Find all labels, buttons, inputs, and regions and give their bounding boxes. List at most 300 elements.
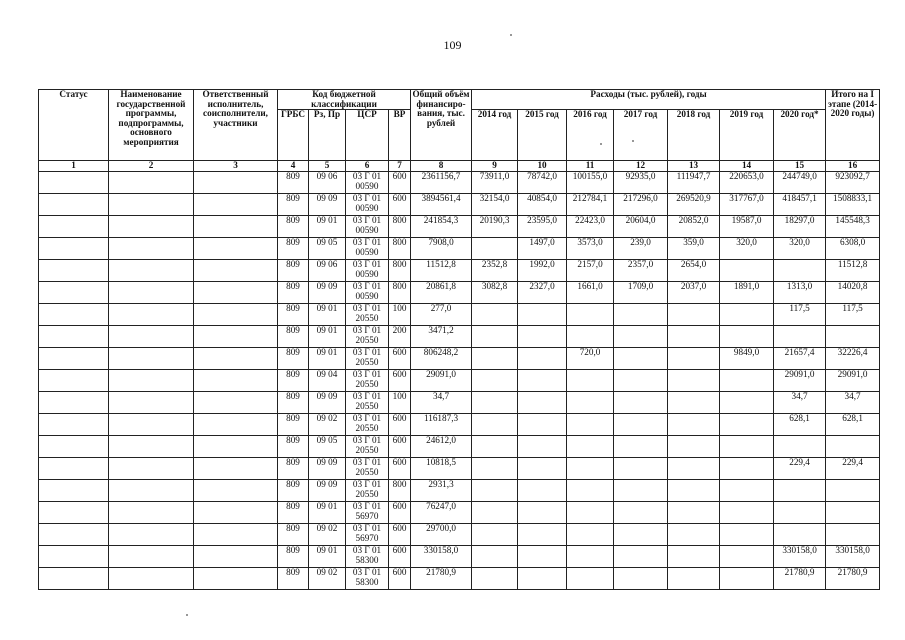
table-row [39,458,880,480]
cell-2017 [614,348,668,370]
table-row [39,304,880,326]
cell-status [39,370,109,392]
cell-stage-total: 14020,8 [826,282,880,304]
cell-grbs: 809 [278,370,309,392]
cell-program [109,480,194,502]
cell-2015 [518,326,567,348]
cell-rz-pr: 09 01 [309,304,346,326]
cell-2018 [668,326,720,348]
cell-status [39,436,109,458]
cell-2015: 2327,0 [518,282,567,304]
cell-2018 [668,524,720,546]
cell-2019 [720,480,774,502]
cell-2015 [518,458,567,480]
cell-2020 [774,326,826,348]
cell-2015: 40854,0 [518,194,567,216]
cell-2017 [614,436,668,458]
cell-2014 [472,568,518,590]
cell-2014 [472,458,518,480]
cell-total: 29091,0 [411,370,472,392]
column-number: 6 [346,161,389,172]
cell-vr: 600 [389,436,411,458]
cell-2014: 20190,3 [472,216,518,238]
cell-2017 [614,480,668,502]
cell-rz-pr: 09 09 [309,194,346,216]
cell-total: 277,0 [411,304,472,326]
header-2016: 2016 год [567,110,614,161]
cell-2020: 320,0 [774,238,826,260]
table-row [39,392,880,414]
cell-2019 [720,414,774,436]
cell-vr: 600 [389,546,411,568]
cell-status [39,238,109,260]
cell-program [109,524,194,546]
cell-2019 [720,524,774,546]
cell-executor [194,260,278,282]
cell-executor [194,304,278,326]
header-2019: 2019 год [720,110,774,161]
cell-2019 [720,304,774,326]
cell-csr: 03 Г 01 00590 [346,172,389,194]
cell-status [39,502,109,524]
cell-vr: 800 [389,238,411,260]
cell-2019 [720,546,774,568]
cell-rz-pr: 09 09 [309,392,346,414]
cell-vr: 600 [389,502,411,524]
header-budget-code: Код бюджетной классификации [278,90,411,110]
cell-2016 [567,414,614,436]
cell-total: 241854,3 [411,216,472,238]
cell-2020 [774,480,826,502]
cell-csr: 03 Г 01 00590 [346,260,389,282]
column-number: 15 [774,161,826,172]
cell-2018 [668,568,720,590]
cell-csr: 03 Г 01 20550 [346,348,389,370]
cell-2018: 2654,0 [668,260,720,282]
cell-2019 [720,326,774,348]
cell-vr: 600 [389,458,411,480]
cell-2014 [472,304,518,326]
cell-csr: 03 Г 01 20550 [346,480,389,502]
cell-2015: 78742,0 [518,172,567,194]
cell-2017 [614,304,668,326]
cell-program [109,348,194,370]
cell-2020: 18297,0 [774,216,826,238]
cell-2014: 73911,0 [472,172,518,194]
header-total: Общий объём финансиро-вания, тыс. рублей [411,90,472,161]
cell-2014 [472,436,518,458]
cell-2018 [668,304,720,326]
cell-grbs: 809 [278,216,309,238]
cell-stage-total: 923092,7 [826,172,880,194]
header-executor: Ответственный исполнитель, соисполнители, участники [194,90,278,161]
cell-csr: 03 Г 01 20550 [346,436,389,458]
cell-stage-total: 11512,8 [826,260,880,282]
cell-2017: 1709,0 [614,282,668,304]
header-grbs: ГРБС [278,110,309,161]
scan-speck [186,614,188,616]
cell-total: 29700,0 [411,524,472,546]
cell-2016 [567,304,614,326]
column-number: 8 [411,161,472,172]
cell-2018 [668,436,720,458]
cell-rz-pr: 09 01 [309,546,346,568]
cell-stage-total: 330158,0 [826,546,880,568]
cell-csr: 03 Г 01 00590 [346,216,389,238]
cell-program [109,546,194,568]
cell-vr: 100 [389,392,411,414]
cell-2017 [614,546,668,568]
cell-vr: 800 [389,480,411,502]
cell-stage-total: 21780,9 [826,568,880,590]
cell-2015: 1497,0 [518,238,567,260]
cell-vr: 600 [389,414,411,436]
table-row [39,568,880,590]
cell-2020: 34,7 [774,392,826,414]
cell-2014 [472,238,518,260]
cell-rz-pr: 09 09 [309,480,346,502]
table-row [39,414,880,436]
column-number-row [39,161,880,172]
cell-executor [194,282,278,304]
cell-csr: 03 Г 01 56970 [346,502,389,524]
cell-2015 [518,414,567,436]
cell-grbs: 809 [278,282,309,304]
cell-grbs: 809 [278,568,309,590]
cell-grbs: 809 [278,326,309,348]
cell-status [39,326,109,348]
cell-csr: 03 Г 01 56970 [346,524,389,546]
cell-grbs: 809 [278,194,309,216]
budget-table [38,89,880,590]
table-row [39,370,880,392]
cell-2016 [567,524,614,546]
cell-2014: 2352,8 [472,260,518,282]
cell-stage-total: 32226,4 [826,348,880,370]
cell-2015 [518,568,567,590]
header-program: Наименование государственной программы, подпрограммы, основного мероприятия [109,90,194,161]
cell-2020: 244749,0 [774,172,826,194]
cell-executor [194,546,278,568]
cell-2020: 418457,1 [774,194,826,216]
header-status: Статус [39,90,109,161]
cell-program [109,414,194,436]
cell-2018: 359,0 [668,238,720,260]
cell-total: 116187,3 [411,414,472,436]
cell-status [39,524,109,546]
cell-csr: 03 Г 01 20550 [346,370,389,392]
cell-2020: 21780,9 [774,568,826,590]
table-row [39,238,880,260]
cell-rz-pr: 09 02 [309,568,346,590]
column-number: 2 [109,161,194,172]
cell-csr: 03 Г 01 58300 [346,568,389,590]
cell-program [109,326,194,348]
cell-csr: 03 Г 01 20550 [346,458,389,480]
cell-2015 [518,436,567,458]
cell-grbs: 809 [278,546,309,568]
cell-rz-pr: 09 02 [309,524,346,546]
cell-total: 7908,0 [411,238,472,260]
cell-rz-pr: 09 09 [309,282,346,304]
cell-2018 [668,414,720,436]
cell-program [109,216,194,238]
cell-program [109,458,194,480]
cell-2017: 20604,0 [614,216,668,238]
cell-stage-total: 34,7 [826,392,880,414]
table-row [39,260,880,282]
cell-total: 330158,0 [411,546,472,568]
cell-2020 [774,502,826,524]
column-number: 7 [389,161,411,172]
cell-2019 [720,502,774,524]
cell-vr: 600 [389,348,411,370]
cell-2017: 92935,0 [614,172,668,194]
column-number: 16 [826,161,880,172]
cell-total: 3471,2 [411,326,472,348]
header-vr: ВР [389,110,411,161]
table-row [39,326,880,348]
cell-stage-total: 229,4 [826,458,880,480]
cell-2020: 29091,0 [774,370,826,392]
header-expenses: Расходы (тыс. рублей), годы [472,90,826,110]
cell-2015 [518,524,567,546]
cell-2014 [472,524,518,546]
cell-total: 34,7 [411,392,472,414]
cell-2014: 32154,0 [472,194,518,216]
cell-2017 [614,502,668,524]
column-number: 9 [472,161,518,172]
header-2017: 2017 год [614,110,668,161]
cell-2016: 3573,0 [567,238,614,260]
table-row [39,502,880,524]
cell-status [39,194,109,216]
cell-2020: 330158,0 [774,546,826,568]
cell-executor [194,172,278,194]
cell-stage-total: 6308,0 [826,238,880,260]
cell-2018: 20852,0 [668,216,720,238]
cell-vr: 200 [389,326,411,348]
cell-2019 [720,260,774,282]
cell-2017 [614,370,668,392]
column-number: 4 [278,161,309,172]
cell-grbs: 809 [278,260,309,282]
cell-program [109,436,194,458]
cell-2019: 320,0 [720,238,774,260]
cell-2016: 1661,0 [567,282,614,304]
cell-2014 [472,348,518,370]
cell-rz-pr: 09 06 [309,260,346,282]
cell-2016 [567,546,614,568]
cell-rz-pr: 09 01 [309,216,346,238]
header-2020: 2020 год* [774,110,826,161]
cell-2016 [567,458,614,480]
cell-stage-total [826,524,880,546]
cell-2020 [774,436,826,458]
cell-executor [194,326,278,348]
cell-total: 21780,9 [411,568,472,590]
header-rz-pr: Рз, Пр [309,110,346,161]
cell-2014 [472,546,518,568]
cell-vr: 800 [389,282,411,304]
cell-total: 11512,8 [411,260,472,282]
column-number: 1 [39,161,109,172]
cell-2015 [518,546,567,568]
cell-grbs: 809 [278,172,309,194]
cell-grbs: 809 [278,414,309,436]
cell-grbs: 809 [278,436,309,458]
cell-status [39,172,109,194]
cell-stage-total [826,326,880,348]
cell-program [109,370,194,392]
cell-2020: 628,1 [774,414,826,436]
cell-grbs: 809 [278,458,309,480]
cell-total: 3894561,4 [411,194,472,216]
cell-status [39,260,109,282]
cell-2019 [720,370,774,392]
cell-2015 [518,502,567,524]
cell-2015 [518,480,567,502]
cell-grbs: 809 [278,502,309,524]
cell-2014 [472,414,518,436]
cell-grbs: 809 [278,480,309,502]
cell-status [39,458,109,480]
cell-rz-pr: 09 01 [309,502,346,524]
cell-grbs: 809 [278,304,309,326]
cell-2016 [567,502,614,524]
cell-2016 [567,480,614,502]
cell-status [39,568,109,590]
cell-stage-total [826,480,880,502]
cell-2015: 1992,0 [518,260,567,282]
cell-rz-pr: 09 06 [309,172,346,194]
cell-2015 [518,348,567,370]
cell-2018: 2037,0 [668,282,720,304]
cell-2017 [614,326,668,348]
cell-2017: 239,0 [614,238,668,260]
cell-2016 [567,326,614,348]
cell-2014: 3082,8 [472,282,518,304]
cell-stage-total: 145548,3 [826,216,880,238]
header-csr: ЦСР [346,110,389,161]
column-number: 13 [668,161,720,172]
cell-stage-total: 117,5 [826,304,880,326]
cell-grbs: 809 [278,238,309,260]
cell-stage-total [826,502,880,524]
cell-2018 [668,348,720,370]
table-row [39,194,880,216]
scan-speck [600,143,602,145]
cell-rz-pr: 09 09 [309,458,346,480]
cell-vr: 600 [389,524,411,546]
table-row [39,282,880,304]
cell-vr: 600 [389,370,411,392]
cell-2016 [567,436,614,458]
cell-2018 [668,502,720,524]
cell-2016: 22423,0 [567,216,614,238]
cell-vr: 600 [389,172,411,194]
cell-stage-total: 1508833,1 [826,194,880,216]
cell-program [109,172,194,194]
cell-2018 [668,370,720,392]
cell-total: 76247,0 [411,502,472,524]
scan-speck [510,34,512,36]
cell-2015: 23595,0 [518,216,567,238]
cell-grbs: 809 [278,524,309,546]
cell-2015 [518,304,567,326]
column-number: 10 [518,161,567,172]
table-row [39,348,880,370]
cell-2018 [668,480,720,502]
cell-2015 [518,392,567,414]
table-row [39,524,880,546]
cell-2016: 100155,0 [567,172,614,194]
cell-csr: 03 Г 01 20550 [346,392,389,414]
table-row [39,546,880,568]
cell-2017: 2357,0 [614,260,668,282]
cell-2014 [472,326,518,348]
header-stage-total: Итого на I этапе (2014-2020 годы) [826,90,880,161]
column-number: 12 [614,161,668,172]
header-row [39,90,880,110]
cell-executor [194,524,278,546]
cell-program [109,260,194,282]
cell-2019: 220653,0 [720,172,774,194]
cell-2016: 212784,1 [567,194,614,216]
cell-2020 [774,260,826,282]
cell-2019 [720,458,774,480]
cell-rz-pr: 09 05 [309,436,346,458]
cell-status [39,546,109,568]
cell-program [109,194,194,216]
cell-2016: 2157,0 [567,260,614,282]
cell-executor [194,568,278,590]
cell-status [39,216,109,238]
cell-executor [194,502,278,524]
cell-status [39,348,109,370]
cell-2018: 111947,7 [668,172,720,194]
cell-rz-pr: 09 01 [309,348,346,370]
cell-status [39,304,109,326]
scan-speck [632,140,634,142]
cell-executor [194,392,278,414]
cell-2020: 1313,0 [774,282,826,304]
cell-total: 806248,2 [411,348,472,370]
cell-2020: 117,5 [774,304,826,326]
cell-2019 [720,436,774,458]
cell-csr: 03 Г 01 20550 [346,304,389,326]
cell-2018 [668,546,720,568]
cell-2016 [567,370,614,392]
cell-2019 [720,392,774,414]
cell-vr: 600 [389,194,411,216]
cell-grbs: 809 [278,348,309,370]
cell-csr: 03 Г 01 20550 [346,326,389,348]
cell-stage-total: 29091,0 [826,370,880,392]
cell-2016 [567,392,614,414]
cell-program [109,304,194,326]
cell-2020: 229,4 [774,458,826,480]
cell-csr: 03 Г 01 00590 [346,194,389,216]
cell-2017 [614,414,668,436]
cell-status [39,414,109,436]
cell-executor [194,480,278,502]
column-number: 14 [720,161,774,172]
header-2014: 2014 год [472,110,518,161]
cell-2019 [720,568,774,590]
column-number: 3 [194,161,278,172]
cell-csr: 03 Г 01 00590 [346,238,389,260]
